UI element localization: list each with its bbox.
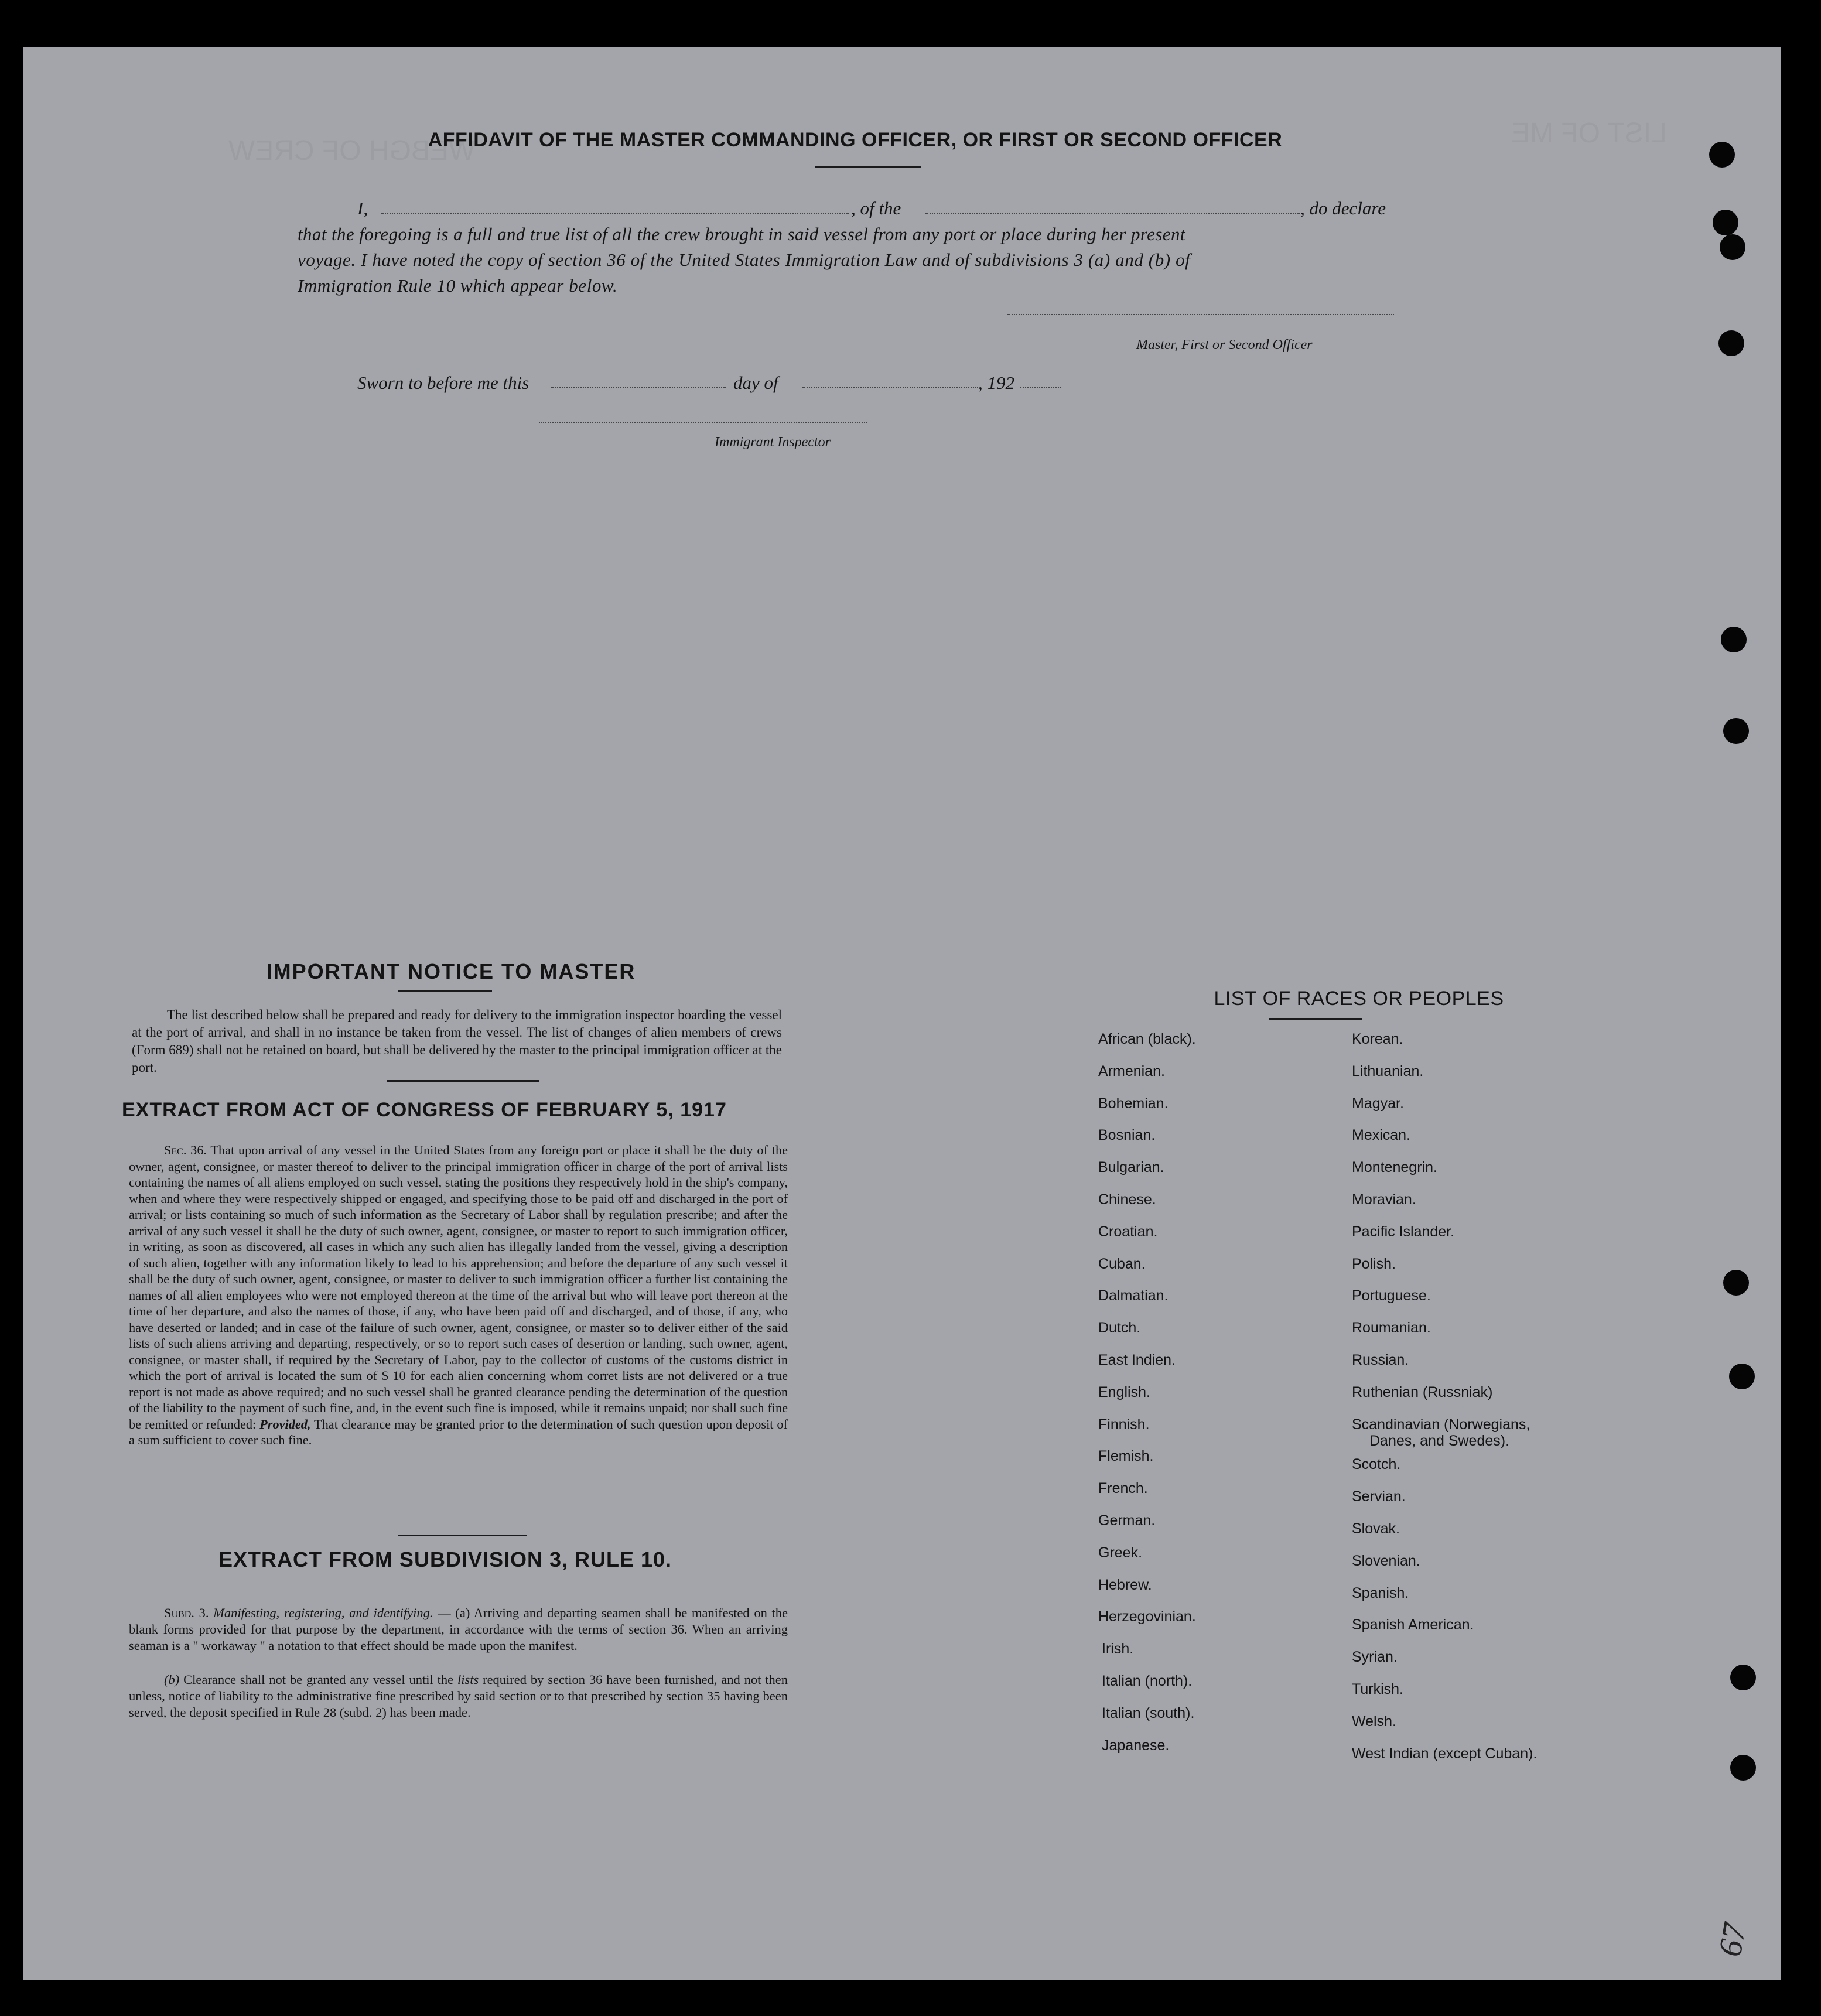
race-item: Mexican. <box>1352 1127 1411 1144</box>
race-item: Greek. <box>1098 1544 1143 1561</box>
race-item: Hebrew. <box>1098 1576 1152 1593</box>
race-item: Bohemian. <box>1098 1095 1169 1112</box>
rule-title: EXTRACT FROM SUBDIVISION 3, RULE 10. <box>218 1547 672 1571</box>
race-item: Roumanian. <box>1352 1320 1431 1337</box>
race-item: Korean. <box>1352 1031 1403 1047</box>
race-item: Dalmatian. <box>1098 1287 1169 1304</box>
rule-b-lists: lists <box>457 1672 479 1687</box>
race-item: Magyar. <box>1352 1095 1404 1112</box>
affidavit-do-declare: , do declare <box>1300 198 1386 218</box>
race-item: Japanese. <box>1102 1737 1170 1754</box>
race-item: Irish. <box>1102 1641 1134 1658</box>
race-item: East Indien. <box>1098 1352 1176 1368</box>
day-of-label: day of <box>733 373 778 393</box>
act-body-text: That upon arrival of any vessel in the United States from any foreign port or place it shall be the duty of the owner, agent, consignee, or master thereof to deliver to the principal immigration officer in charge of the port of arrival lists containing the names of all aliens employed on such vessel, stating the positions they respectively hold in the ship's company, when and where they were respectively shipped or engaged, and specifying those to be paid off and discharged in the port of arrival; or lists containing so much of such information as the Secretary of Labor shall by regulation prescribe; and after the arrival of any such vessel it shall be the duty of such owner, agent, consignee, or master to report to such immigration officer, in writing, as soon as discovered, all cases in which any such alien has illegally landed from the vessel, giving a description of such alien, together with any information likely to lead to his apprehension; and before the departure of any such vessel it shall be the duty of such owner, agent, consignee, or master to deliver to such immigration officer a further list containing the names of all alien employees who were not employed thereon at the time of the arrival but who will leave port thereon at the time of her departure, and also the names of those, if any, who have been paid off and discharged, and of those, if any, who have deserted or landed; and in case of the failure of such owner, agent, consignee, or master so to deliver either of the said lists of such aliens arriving and departing, respectively, or so to report such cases of desertion or landing, such owner, agent, consignee, or master shall, if required by the Secretary of Labor, pay to the collector of customs of the customs district in which the port of arrival is located the sum of $ 10 for each alien concerning whom corret lists are not delivered or a true report is not made as above required; and no such vessel shall be granted clearance pending the determination of the question of the liability to the payment of such fine, and, in the event such fine is imposed, while it remains unpaid; nor shall such fine be remitted or refunded: <box>129 1143 788 1431</box>
race-item: Finnish. <box>1098 1416 1150 1433</box>
affidavit-line-3: Immigration Rule 10 which appear below. <box>298 275 618 296</box>
sworn-label: Sworn to before me this <box>357 373 529 393</box>
affidavit-line-1: that the foregoing is a full and true list of all the crew brought in said vessel from any port or place during her present <box>298 224 1185 244</box>
rule-a-paragraph <box>129 1605 788 1654</box>
punch-hole <box>1730 1755 1756 1781</box>
race-item: Chinese. <box>1098 1191 1156 1208</box>
rule-subd-label: Subd. 3. <box>164 1605 209 1620</box>
race-item: Syrian. <box>1352 1649 1398 1666</box>
punch-hole <box>1718 330 1744 356</box>
race-item: Moravian. <box>1352 1191 1416 1208</box>
race-item: Polish. <box>1352 1255 1396 1272</box>
act-divider <box>398 1535 527 1536</box>
punch-hole <box>1729 1364 1755 1389</box>
sworn-month-blank[interactable] <box>802 387 978 388</box>
act-body <box>129 1142 788 1448</box>
rule-a-text: — (a) Arriving and departing seamen shall be manifested on the blank forms provided for that purpose by the department, in accordance with the terms of section 36. When an arriving seaman is a " workaway " a notation to that effect should be made upon the manifest. <box>129 1605 788 1653</box>
rule-b-paragraph <box>129 1672 788 1721</box>
race-item: English. <box>1098 1383 1150 1400</box>
rule-b-label: (b) <box>164 1672 180 1687</box>
race-item: Russian. <box>1352 1352 1409 1368</box>
act-provided: Provided, <box>259 1416 311 1431</box>
race-item: Scotch. <box>1352 1456 1401 1473</box>
punch-hole <box>1730 1665 1756 1690</box>
rule-subd-heading: Manifesting, registering, and identifying. <box>213 1605 433 1620</box>
races-underline <box>1269 1018 1362 1020</box>
race-item: Croatian. <box>1098 1223 1158 1240</box>
races-title: LIST OF RACES OR PEOPLES <box>1214 988 1504 1010</box>
affidavit-title: AFFIDAVIT OF THE MASTER COMMANDING OFFICER, OR FIRST OR SECOND OFFICER <box>428 129 1283 151</box>
race-item: Danes, and Swedes). <box>1369 1432 1510 1449</box>
punch-hole <box>1720 234 1745 260</box>
act-tail: That clearance may be granted prior to the determination of such question upon deposit of a sum sufficient to cover such fine. <box>129 1416 788 1447</box>
corner-page-mark: 67 <box>1711 1921 1754 1959</box>
document-page <box>23 47 1781 1980</box>
affidavit-line-2: voyage. I have noted the copy of section 36 of the United States Immigration Law and of subdivisions 3 (a) and (b) of <box>298 250 1191 270</box>
race-item: Pacific Islander. <box>1352 1223 1455 1240</box>
inspector-signature-blank[interactable] <box>539 422 867 423</box>
race-item: Spanish. <box>1352 1584 1409 1601</box>
inspector-caption: Immigrant Inspector <box>715 435 831 450</box>
race-item: Herzegovinian. <box>1098 1608 1196 1625</box>
race-item: Montenegrin. <box>1352 1159 1437 1176</box>
master-signature-caption: Master, First or Second Officer <box>1136 337 1313 353</box>
affidavit-i-label: I, <box>357 198 368 218</box>
race-item: West Indian (except Cuban). <box>1352 1745 1538 1762</box>
title-underline <box>815 166 921 168</box>
race-item: Italian (south). <box>1102 1704 1195 1721</box>
act-sec-label: Sec. 36. <box>164 1143 207 1157</box>
notice-underline <box>398 990 492 992</box>
vessel-name-blank[interactable] <box>925 213 1300 214</box>
affidavit-of-the: , of the <box>851 198 901 218</box>
year-label: , 192 <box>978 373 1014 393</box>
notice-divider <box>387 1080 539 1082</box>
race-item: Slovenian. <box>1352 1552 1420 1569</box>
race-item: Flemish. <box>1098 1448 1154 1465</box>
race-item: Spanish American. <box>1352 1617 1474 1634</box>
punch-hole <box>1723 718 1749 744</box>
race-item: Dutch. <box>1098 1320 1141 1337</box>
race-item: Ruthenian (Russniak) <box>1352 1383 1493 1400</box>
race-item: Lithuanian. <box>1352 1062 1424 1079</box>
rule-b-text-1: Clearance shall not be granted any vessel until the <box>183 1672 454 1687</box>
race-item: Cuban. <box>1098 1255 1146 1272</box>
race-item: African (black). <box>1098 1031 1196 1047</box>
notice-body: The list described below shall be prepared and ready for delivery to the immigration inspector boarding the vessel at the port of arrival, and shall in no instance be taken from the vessel. The list of changes of alien members of crews (Form 689) shall not be retained on board, but shall be delivered by the master to the principal immigration officer at the port. <box>132 1007 782 1075</box>
act-title: EXTRACT FROM ACT OF CONGRESS OF FEBRUARY 5, 1917 <box>122 1099 727 1121</box>
punch-hole <box>1709 142 1735 168</box>
bleed-through-mark: LIST OF ME <box>1511 118 1667 149</box>
race-item: Italian (north). <box>1102 1673 1193 1689</box>
bleed-through-text: WEBGH OF CREW <box>228 135 476 166</box>
race-item: Scandinavian (Norwegians, <box>1352 1416 1530 1433</box>
race-item: Welsh. <box>1352 1713 1396 1730</box>
race-item: French. <box>1098 1480 1148 1497</box>
race-item: Slovak. <box>1352 1520 1400 1537</box>
punch-hole <box>1713 210 1738 235</box>
sworn-day-blank[interactable] <box>551 387 726 388</box>
notice-title: IMPORTANT NOTICE TO MASTER <box>266 959 636 983</box>
race-item: Bulgarian. <box>1098 1159 1164 1176</box>
race-item: German. <box>1098 1512 1156 1529</box>
race-item: Turkish. <box>1352 1681 1403 1697</box>
master-name-blank[interactable] <box>381 213 849 214</box>
race-item: Portuguese. <box>1352 1287 1431 1304</box>
punch-hole <box>1721 627 1747 652</box>
race-item: Servian. <box>1352 1488 1406 1505</box>
race-item: Armenian. <box>1098 1062 1165 1079</box>
punch-hole <box>1723 1270 1749 1296</box>
race-item: Bosnian. <box>1098 1127 1156 1144</box>
master-signature-blank[interactable] <box>1007 314 1394 315</box>
rule-b-text-2: required by section 36 have been furnished, and not then unless, notice of liability to the administrative fine prescribed by said section or to that prescribed by section 35 having been served, the deposit specified in Rule 28 (subd. 2) has been made. <box>129 1672 788 1720</box>
sworn-year-blank[interactable] <box>1020 387 1061 388</box>
